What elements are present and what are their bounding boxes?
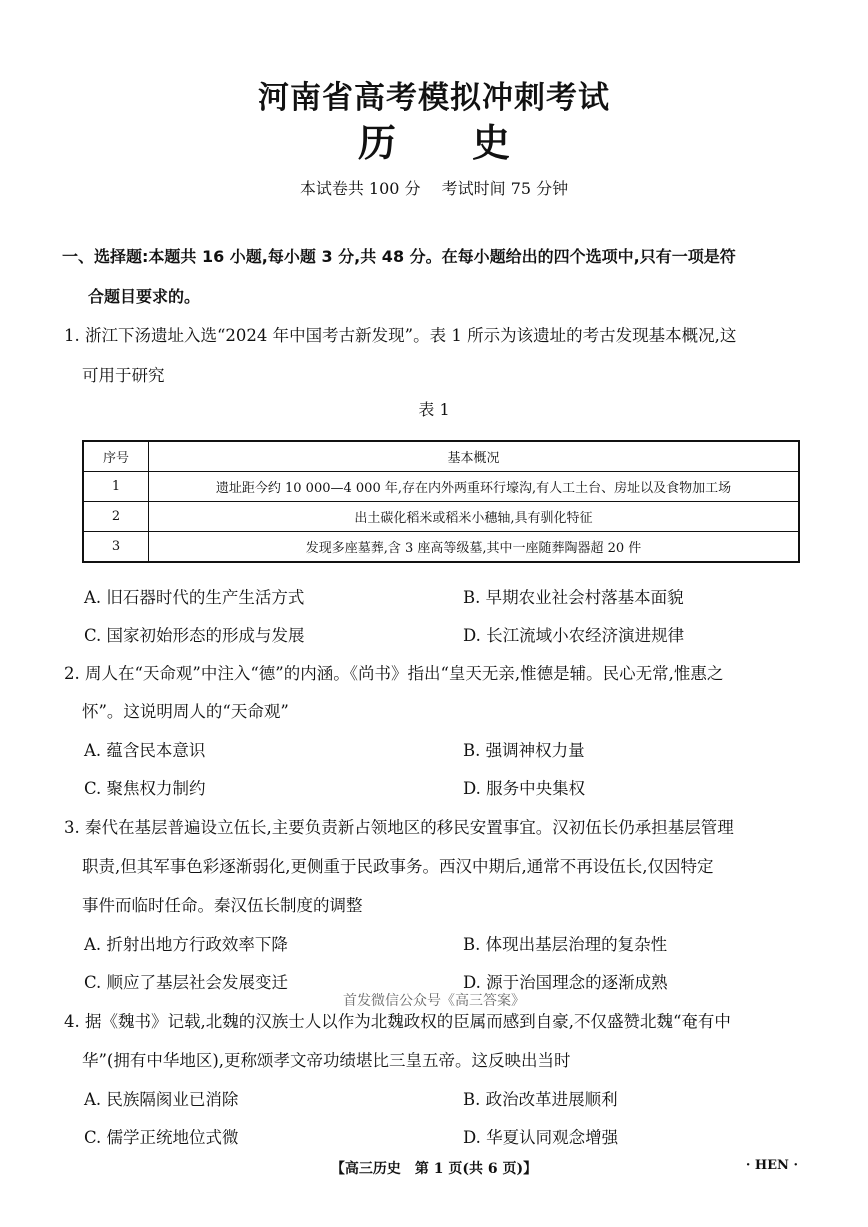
table-cell: 2 [83,502,149,532]
q3-option-b: B. 体现出基层治理的复杂性 [463,935,668,954]
table-header-row [83,441,799,472]
table-row [83,502,799,532]
q4-stem-line2: 华”(拥有中华地区),更称颂孝文帝功绩堪比三皇五帝。这反映出当时 [82,1051,571,1070]
q1-option-a: A. 旧石器时代的生产生活方式 [84,588,305,607]
watermark: 首发微信公众号《高三答案》 [343,993,525,1009]
q2-stem-line2: 怀”。这说明周人的“天命观” [82,702,289,721]
q3-option-a: A. 折射出地方行政效率下降 [84,935,288,954]
q1-option-b: B. 早期农业社会村落基本面貌 [463,588,684,607]
table-row [83,532,799,563]
q1-option-d: D. 长江流域小农经济演进规律 [463,626,685,645]
q3-stem-line1: 3. 秦代在基层普遍设立伍长,主要负责新占领地区的移民安置事宜。汉初伍长仍承担基层管理 [64,818,734,837]
q3-option-c: C. 顺应了基层社会发展变迁 [84,973,289,992]
subject-char-2: 史 [472,121,511,165]
table-cell: 发现多座墓葬,含 3 座高等级墓,其中一座随葬陶器超 20 件 [149,532,800,563]
exam-info [0,176,868,199]
exam-title: 河南省高考模拟冲刺考试 [258,80,610,116]
q4-stem-line1: 4. 据《魏书》记载,北魏的汉族士人以作为北魏政权的臣属而感到自豪,不仅盛赞北魏“奄有中 [64,1012,731,1031]
region-code: · HEN · [745,1158,798,1173]
table-cell: 出土碳化稻米或稻米小穗轴,具有驯化特征 [149,502,800,532]
q1-stem-line2: 可用于研究 [82,366,165,385]
q4-option-b: B. 政治改革进展顺利 [463,1090,618,1109]
q4-option-c: C. 儒学正统地位式微 [84,1128,239,1147]
table-row [83,472,799,502]
table-header-summary: 基本概况 [149,441,800,472]
subject-char-1: 历 [357,121,396,165]
exam-score-info: 本试卷共 100 分 [299,179,421,198]
table-cell: 3 [83,532,149,563]
exam-subject [0,112,868,167]
q4-option-a: A. 民族隔阂业已消除 [84,1090,239,1109]
table-header-index: 序号 [83,441,149,472]
q2-option-d: D. 服务中央集权 [463,779,586,798]
table-cell: 1 [83,472,149,502]
table-cell: 遗址距今约 10 000—4 000 年,存在内外两重环行壕沟,有人工土台、房址以及食物加工场 [149,472,800,502]
q1-table [82,440,800,563]
q1-table-caption: 表 1 [418,400,450,419]
q2-option-b: B. 强调神权力量 [463,741,585,760]
section-instructions-line1: 一、选择题:本题共 16 小题,每小题 3 分,共 48 分。在每小题给出的四个选项中,只有一项是符 [62,247,736,266]
q2-stem-line1: 2. 周人在“天命观”中注入“德”的内涵。《尚书》指出“皇天无亲,惟德是辅。民心无常,惟惠之 [64,664,724,683]
q1-stem-line1: 1. 浙江下汤遗址入选“2024 年中国考古新发现”。表 1 所示为该遗址的考古发现基本概况,这 [64,326,737,345]
q3-stem-line2: 职责,但其军事色彩逐渐弱化,更侧重于民政事务。西汉中期后,通常不再设伍长,仅因特定 [82,857,714,876]
section-instructions-line2: 合题目要求的。 [88,287,201,306]
q3-stem-line3: 事件而临时任命。秦汉伍长制度的调整 [82,896,363,915]
exam-time-info: 考试时间 75 分钟 [441,179,569,198]
q1-option-c: C. 国家初始形态的形成与发展 [84,626,305,645]
q4-option-d: D. 华夏认同观念增强 [463,1128,619,1147]
q2-option-a: A. 蕴含民本意识 [84,741,206,760]
page-footer: 【高三历史 第 1 页(共 6 页)】 [330,1161,538,1177]
q2-option-c: C. 聚焦权力制约 [84,779,206,798]
q3-option-d: D. 源于治国理念的逐渐成熟 [463,973,668,992]
